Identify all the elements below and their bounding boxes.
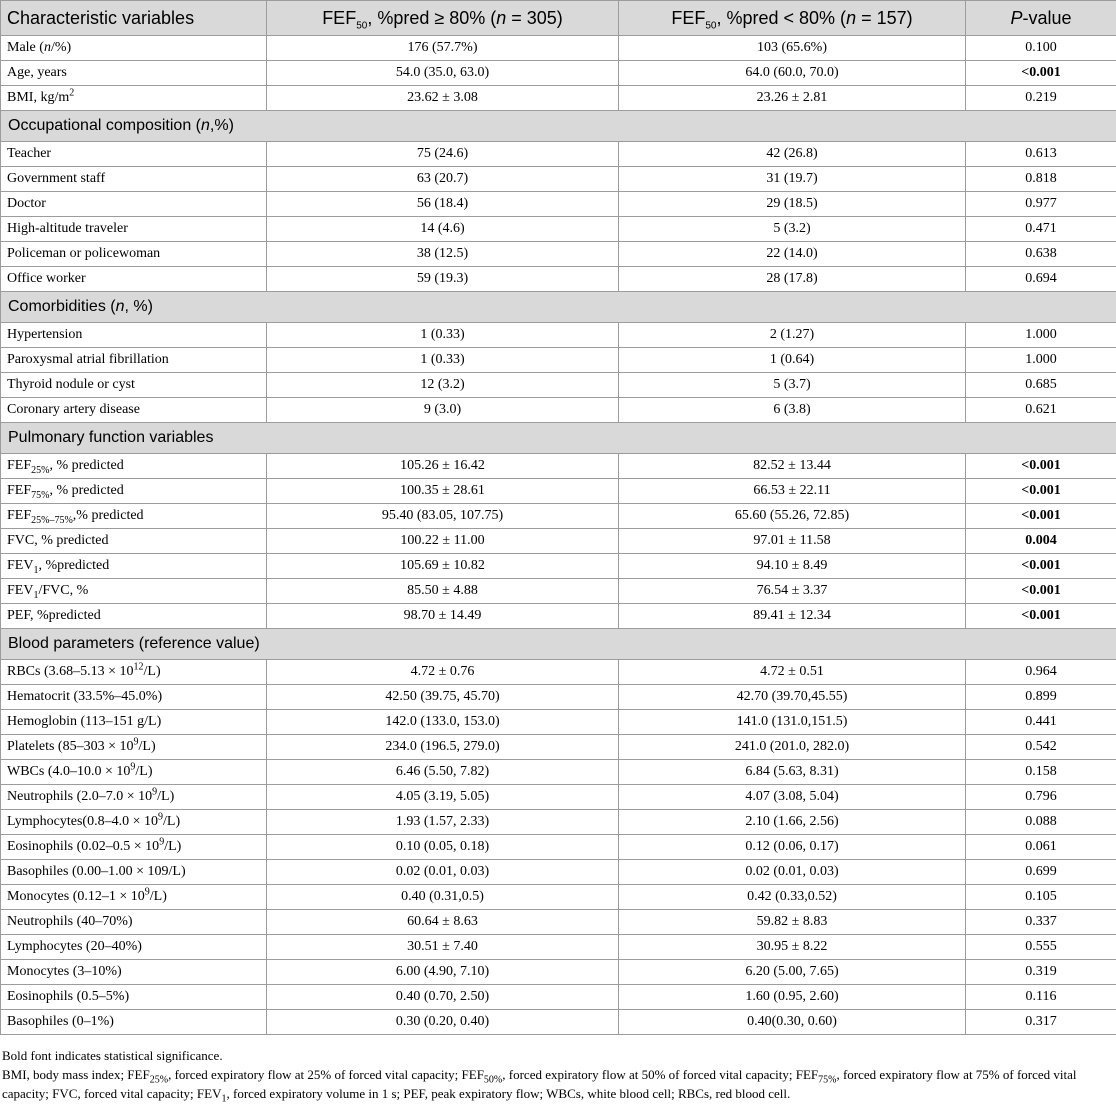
table-row	[1, 604, 1116, 629]
table-row	[1, 1010, 1116, 1035]
value-group2: 31 (19.7)	[619, 167, 966, 192]
section-pulmonary-title: Pulmonary function variables	[1, 423, 1116, 454]
p-value: 0.796	[966, 785, 1116, 810]
row-label: $FEV_1$/FVC, %	[1, 579, 267, 604]
section-comorbidities-title: Comorbidities (n, %)	[1, 292, 1116, 323]
table-row	[1, 985, 1116, 1010]
table-row	[1, 142, 1116, 167]
table-row	[1, 348, 1116, 373]
p-value: 0.694	[966, 267, 1116, 292]
table-row	[1, 61, 1116, 86]
value-group2: 1.60 (0.95, 2.60)	[619, 985, 966, 1010]
table-row	[1, 710, 1116, 735]
row-label: Male (n/%)	[1, 36, 267, 61]
value-group1: 100.22 ± 11.00	[267, 529, 619, 554]
value-group1: 0.40 (0.70, 2.50)	[267, 985, 619, 1010]
p-value: 0.100	[966, 36, 1116, 61]
value-group2: 22 (14.0)	[619, 242, 966, 267]
row-label: Neutrophils (40–70%)	[1, 910, 267, 935]
table-row	[1, 217, 1116, 242]
value-group2: 23.26 ± 2.81	[619, 86, 966, 111]
value-group1: 63 (20.7)	[267, 167, 619, 192]
value-group1: 38 (12.5)	[267, 242, 619, 267]
row-label: Age, years	[1, 61, 267, 86]
p-value: 0.471	[966, 217, 1116, 242]
p-value: 0.899	[966, 685, 1116, 710]
table-row	[1, 398, 1116, 423]
p-value: 0.977	[966, 192, 1116, 217]
table-row	[1, 910, 1116, 935]
p-value: 0.621	[966, 398, 1116, 423]
table-row	[1, 242, 1116, 267]
value-group2: 28 (17.8)	[619, 267, 966, 292]
p-value: 0.319	[966, 960, 1116, 985]
p-value: 0.638	[966, 242, 1116, 267]
value-group2: 0.40(0.30, 0.60)	[619, 1010, 966, 1035]
value-group1: 100.35 ± 28.61	[267, 479, 619, 504]
value-group1: 6.00 (4.90, 7.10)	[267, 960, 619, 985]
value-group2: 30.95 ± 8.22	[619, 935, 966, 960]
value-group2: 89.41 ± 12.34	[619, 604, 966, 629]
value-group2: 0.02 (0.01, 0.03)	[619, 860, 966, 885]
row-label: High-altitude traveler	[1, 217, 267, 242]
row-label: $FEF_{25\%}$, % predicted	[1, 454, 267, 479]
value-group2: 241.0 (201.0, 282.0)	[619, 735, 966, 760]
p-value: 0.116	[966, 985, 1116, 1010]
value-group2: 76.54 ± 3.37	[619, 579, 966, 604]
value-group2: 6.84 (5.63, 8.31)	[619, 760, 966, 785]
table-row	[1, 579, 1116, 604]
row-label: Eosinophils (0.5–5%)	[1, 985, 267, 1010]
value-group2: 6.20 (5.00, 7.65)	[619, 960, 966, 985]
row-label: Lymphocytes(0.8–4.0 × $10^9/L$)	[1, 810, 267, 835]
row-label: Hematocrit (33.5%–45.0%)	[1, 685, 267, 710]
row-label: $FEF_{75\%}$, % predicted	[1, 479, 267, 504]
value-group1: 6.46 (5.50, 7.82)	[267, 760, 619, 785]
table-row	[1, 192, 1116, 217]
row-label: Platelets $(85-303 \times 10^9/L)$	[1, 735, 267, 760]
value-group1: 142.0 (133.0, 153.0)	[267, 710, 619, 735]
value-group1: 1.93 (1.57, 2.33)	[267, 810, 619, 835]
row-label: Monocytes $(0.12-1 \times 10^9/L)$	[1, 885, 267, 910]
header-pvalue: P-value	[966, 1, 1116, 36]
table-row	[1, 735, 1116, 760]
value-group1: 60.64 ± 8.63	[267, 910, 619, 935]
value-group2: 42.70 (39.70,45.55)	[619, 685, 966, 710]
table-row	[1, 885, 1116, 910]
p-value: <0.001	[966, 61, 1116, 86]
section-pulmonary-header	[1, 423, 1116, 454]
value-group1: 98.70 ± 14.49	[267, 604, 619, 629]
value-group1: 0.10 (0.05, 0.18)	[267, 835, 619, 860]
p-value: 0.555	[966, 935, 1116, 960]
p-value: 0.088	[966, 810, 1116, 835]
value-group2: 2.10 (1.66, 2.56)	[619, 810, 966, 835]
table-body	[1, 36, 1116, 1035]
p-value: 0.337	[966, 910, 1116, 935]
p-value: <0.001	[966, 554, 1116, 579]
value-group2: 5 (3.2)	[619, 217, 966, 242]
value-group2: 65.60 (55.26, 72.85)	[619, 504, 966, 529]
row-label: $FEF_{25\%-75\%},\%$ predicted	[1, 504, 267, 529]
p-value: <0.001	[966, 604, 1116, 629]
value-group1: 85.50 ± 4.88	[267, 579, 619, 604]
table-row	[1, 504, 1116, 529]
table-row	[1, 529, 1116, 554]
value-group1: 105.69 ± 10.82	[267, 554, 619, 579]
table-row	[1, 36, 1116, 61]
p-value: 0.613	[966, 142, 1116, 167]
row-label: Basophiles (0–1%)	[1, 1010, 267, 1035]
section-occupational-title: Occupational composition (n,%)	[1, 111, 1116, 142]
table-row	[1, 86, 1116, 111]
value-group2: 82.52 ± 13.44	[619, 454, 966, 479]
value-group1: 1 (0.33)	[267, 348, 619, 373]
row-label: Neutrophils $(2.0-7.0 \times 10^9/L)$	[1, 785, 267, 810]
table-row	[1, 454, 1116, 479]
row-label: WBCs $(4.0-10.0 \times 10^9/L)$	[1, 760, 267, 785]
table-row	[1, 323, 1116, 348]
value-group2: 2 (1.27)	[619, 323, 966, 348]
value-group1: 0.30 (0.20, 0.40)	[267, 1010, 619, 1035]
p-value: 0.685	[966, 373, 1116, 398]
table-header	[1, 1, 1116, 36]
value-group2: 103 (65.6%)	[619, 36, 966, 61]
row-label: Policeman or policewoman	[1, 242, 267, 267]
row-label: Hemoglobin (113–151 g/L)	[1, 710, 267, 735]
value-group2: 4.72 ± 0.51	[619, 660, 966, 685]
value-group2: 42 (26.8)	[619, 142, 966, 167]
table-row	[1, 810, 1116, 835]
value-group2: 64.0 (60.0, 70.0)	[619, 61, 966, 86]
value-group1: 42.50 (39.75, 45.70)	[267, 685, 619, 710]
section-blood-header	[1, 629, 1116, 660]
row-label: Hypertension	[1, 323, 267, 348]
row-label: BMI, $kg/m^2$	[1, 86, 267, 111]
p-value: 0.105	[966, 885, 1116, 910]
value-group1: 176 (57.7%)	[267, 36, 619, 61]
value-group1: 4.05 (3.19, 5.05)	[267, 785, 619, 810]
value-group1: 14 (4.6)	[267, 217, 619, 242]
p-value: 0.964	[966, 660, 1116, 685]
value-group1: 0.40 (0.31,0.5)	[267, 885, 619, 910]
value-group1: 9 (3.0)	[267, 398, 619, 423]
table-row	[1, 835, 1116, 860]
section-occupational-header	[1, 111, 1116, 142]
row-label: PEF, %predicted	[1, 604, 267, 629]
row-label: FVC, % predicted	[1, 529, 267, 554]
value-group2: 1 (0.64)	[619, 348, 966, 373]
value-group1: 23.62 ± 3.08	[267, 86, 619, 111]
value-group2: 97.01 ± 11.58	[619, 529, 966, 554]
row-label: $FEV_1$, %predicted	[1, 554, 267, 579]
value-group1: 95.40 (83.05, 107.75)	[267, 504, 619, 529]
value-group2: 0.42 (0.33,0.52)	[619, 885, 966, 910]
table-row	[1, 935, 1116, 960]
table-row	[1, 267, 1116, 292]
value-group1: 4.72 ± 0.76	[267, 660, 619, 685]
header-group2: $FEF_{50}$, %pred < 80% (n = 157)	[619, 1, 966, 36]
row-label: RBCs $(3.68-5.13 \times 10^{12}/L)$	[1, 660, 267, 685]
value-group1: 75 (24.6)	[267, 142, 619, 167]
p-value: <0.001	[966, 579, 1116, 604]
row-label: Lymphocytes (20–40%)	[1, 935, 267, 960]
header-group1: $FEF_{50}$, %pred ≥ 80% (n = 305)	[267, 1, 619, 36]
table-row	[1, 785, 1116, 810]
footnote-bold: Bold font indicates statistical significance.	[2, 1046, 1114, 1065]
row-label: Paroxysmal atrial fibrillation	[1, 348, 267, 373]
table-row	[1, 860, 1116, 885]
p-value: 1.000	[966, 323, 1116, 348]
header-characteristic: Characteristic variables	[1, 1, 267, 36]
table-row	[1, 660, 1116, 685]
row-label: Basophiles (0.00–1.00 × 109/L)	[1, 860, 267, 885]
value-group2: 66.53 ± 22.11	[619, 479, 966, 504]
p-value: 0.818	[966, 167, 1116, 192]
footnote-abbreviations: BMI, body mass index; $FEF_{25\%}$, forced expiratory flow at 25% of forced vital capacity; $FEF_{50\%}$, forced expiratory flow at 50% of forced vital capacity; $FEF_{75\%}$, forced expiratory flow at 75% of forced vital capacity; FVC, forced vital capacity; $FEV_1$, forced expiratory volume in 1 s; PEF, peak expiratory flow; WBCs, white blood cell; RBCs, red blood cell.	[2, 1065, 1114, 1103]
table-row	[1, 960, 1116, 985]
value-group1: 0.02 (0.01, 0.03)	[267, 860, 619, 885]
table-row	[1, 373, 1116, 398]
value-group2: 141.0 (131.0,151.5)	[619, 710, 966, 735]
table-row	[1, 685, 1116, 710]
value-group2: 4.07 (3.08, 5.04)	[619, 785, 966, 810]
value-group1: 105.26 ± 16.42	[267, 454, 619, 479]
p-value: 1.000	[966, 348, 1116, 373]
row-label: Thyroid nodule or cyst	[1, 373, 267, 398]
value-group1: 54.0 (35.0, 63.0)	[267, 61, 619, 86]
value-group2: 6 (3.8)	[619, 398, 966, 423]
p-value: <0.001	[966, 504, 1116, 529]
value-group1: 30.51 ± 7.40	[267, 935, 619, 960]
p-value: 0.317	[966, 1010, 1116, 1035]
value-group1: 1 (0.33)	[267, 323, 619, 348]
section-blood-title: Blood parameters (reference value)	[1, 629, 1116, 660]
table-row	[1, 760, 1116, 785]
table-row	[1, 167, 1116, 192]
p-value: 0.441	[966, 710, 1116, 735]
p-value: 0.004	[966, 529, 1116, 554]
value-group2: 29 (18.5)	[619, 192, 966, 217]
row-label: Office worker	[1, 267, 267, 292]
row-label: Coronary artery disease	[1, 398, 267, 423]
value-group2: 5 (3.7)	[619, 373, 966, 398]
section-comorbidities-header	[1, 292, 1116, 323]
table-row	[1, 479, 1116, 504]
value-group1: 56 (18.4)	[267, 192, 619, 217]
table-row	[1, 554, 1116, 579]
value-group1: 59 (19.3)	[267, 267, 619, 292]
row-label: Monocytes (3–10%)	[1, 960, 267, 985]
p-value: 0.219	[966, 86, 1116, 111]
value-group2: 59.82 ± 8.83	[619, 910, 966, 935]
p-value: <0.001	[966, 479, 1116, 504]
p-value: 0.699	[966, 860, 1116, 885]
row-label: Teacher	[1, 142, 267, 167]
p-value: 0.542	[966, 735, 1116, 760]
value-group2: 0.12 (0.06, 0.17)	[619, 835, 966, 860]
row-label: Eosinophils $(0.02-0.5 \times 10^9/L)$	[1, 835, 267, 860]
value-group1: 12 (3.2)	[267, 373, 619, 398]
row-label: Government staff	[1, 167, 267, 192]
p-value: 0.158	[966, 760, 1116, 785]
value-group1: 234.0 (196.5, 279.0)	[267, 735, 619, 760]
p-value: <0.001	[966, 454, 1116, 479]
p-value: 0.061	[966, 835, 1116, 860]
value-group2: 94.10 ± 8.49	[619, 554, 966, 579]
row-label: Doctor	[1, 192, 267, 217]
footnotes	[2, 1046, 1114, 1103]
